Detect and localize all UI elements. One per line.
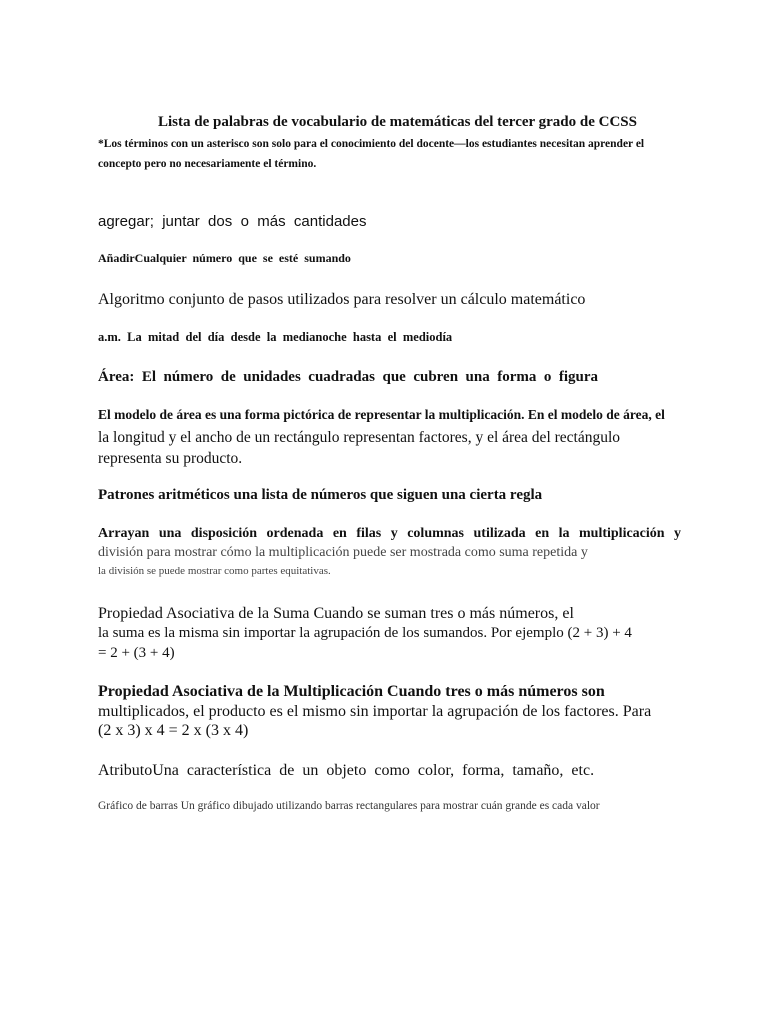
entry-agregar: agregar; juntar dos o más cantidades bbox=[98, 213, 367, 230]
entry-algoritmo: Algoritmo conjunto de pasos utilizados para resolver un cálculo matemático bbox=[98, 291, 586, 308]
entry-modelo-area-line-3: representa su producto. bbox=[98, 450, 243, 467]
entry-anadir: AñadirCualquier número que se esté sumando bbox=[98, 251, 351, 265]
entry-arrayan-line-3: la división se puede mostrar como partes equitativas. bbox=[98, 565, 331, 577]
entry-am: a.m. La mitad del día desde la medianoche hasta el mediodía bbox=[98, 330, 453, 344]
entry-modelo-area-line-1: El modelo de área es una forma pictórica de representar la multiplicación. En el modelo de área, el bbox=[98, 407, 665, 422]
entry-modelo-area-line-2: la longitud y el ancho de un rectángulo representan factores, y el área del rectángulo bbox=[98, 429, 621, 446]
note-line-2: concepto pero no necesariamente el término. bbox=[98, 158, 317, 170]
note-line-1: *Los términos con un asterisco son solo para el conocimiento del docente—los estudiantes necesitan aprender el bbox=[98, 138, 645, 150]
entry-grafico-barras: Gráfico de barras Un gráfico dibujado utilizando barras rectangulares para mostrar cuán grande es cada valor bbox=[98, 800, 600, 812]
entry-prop-asoc-mult-line-3: (2 x 3) x 4 = 2 x (3 x 4) bbox=[98, 722, 249, 739]
entry-prop-asoc-suma-line-1: Propiedad Asociativa de la Suma Cuando se suman tres o más números, el bbox=[98, 605, 574, 622]
entry-atributo: AtributoUna característica de un objeto como color, forma, tamaño, etc. bbox=[98, 762, 595, 779]
entry-patrones: Patrones aritméticos una lista de números que siguen una cierta regla bbox=[98, 487, 543, 503]
entry-prop-asoc-suma-line-3: = 2 + (3 + 4) bbox=[98, 645, 175, 661]
entry-arrayan-line-2: división para mostrar cómo la multiplicación puede ser mostrada como suma repetida y bbox=[98, 545, 588, 560]
document-title: Lista de palabras de vocabulario de matemáticas del tercer grado de CCSS bbox=[158, 114, 637, 130]
entry-area: Área: El número de unidades cuadradas que cubren una forma o figura bbox=[98, 369, 599, 385]
entry-arrayan-line-1: Arrayan una disposición ordenada en filas y columnas utilizada en la multiplicación y bbox=[98, 526, 682, 541]
entry-prop-asoc-mult-line-2: multiplicados, el producto es el mismo sin importar la agrupación de los factores. Para bbox=[98, 703, 652, 720]
entry-prop-asoc-suma-line-2: la suma es la misma sin importar la agrupación de los sumandos. Por ejemplo (2 + 3) + 4 bbox=[98, 625, 632, 641]
entry-prop-asoc-mult-line-1: Propiedad Asociativa de la Multiplicación Cuando tres o más números son bbox=[98, 683, 605, 700]
